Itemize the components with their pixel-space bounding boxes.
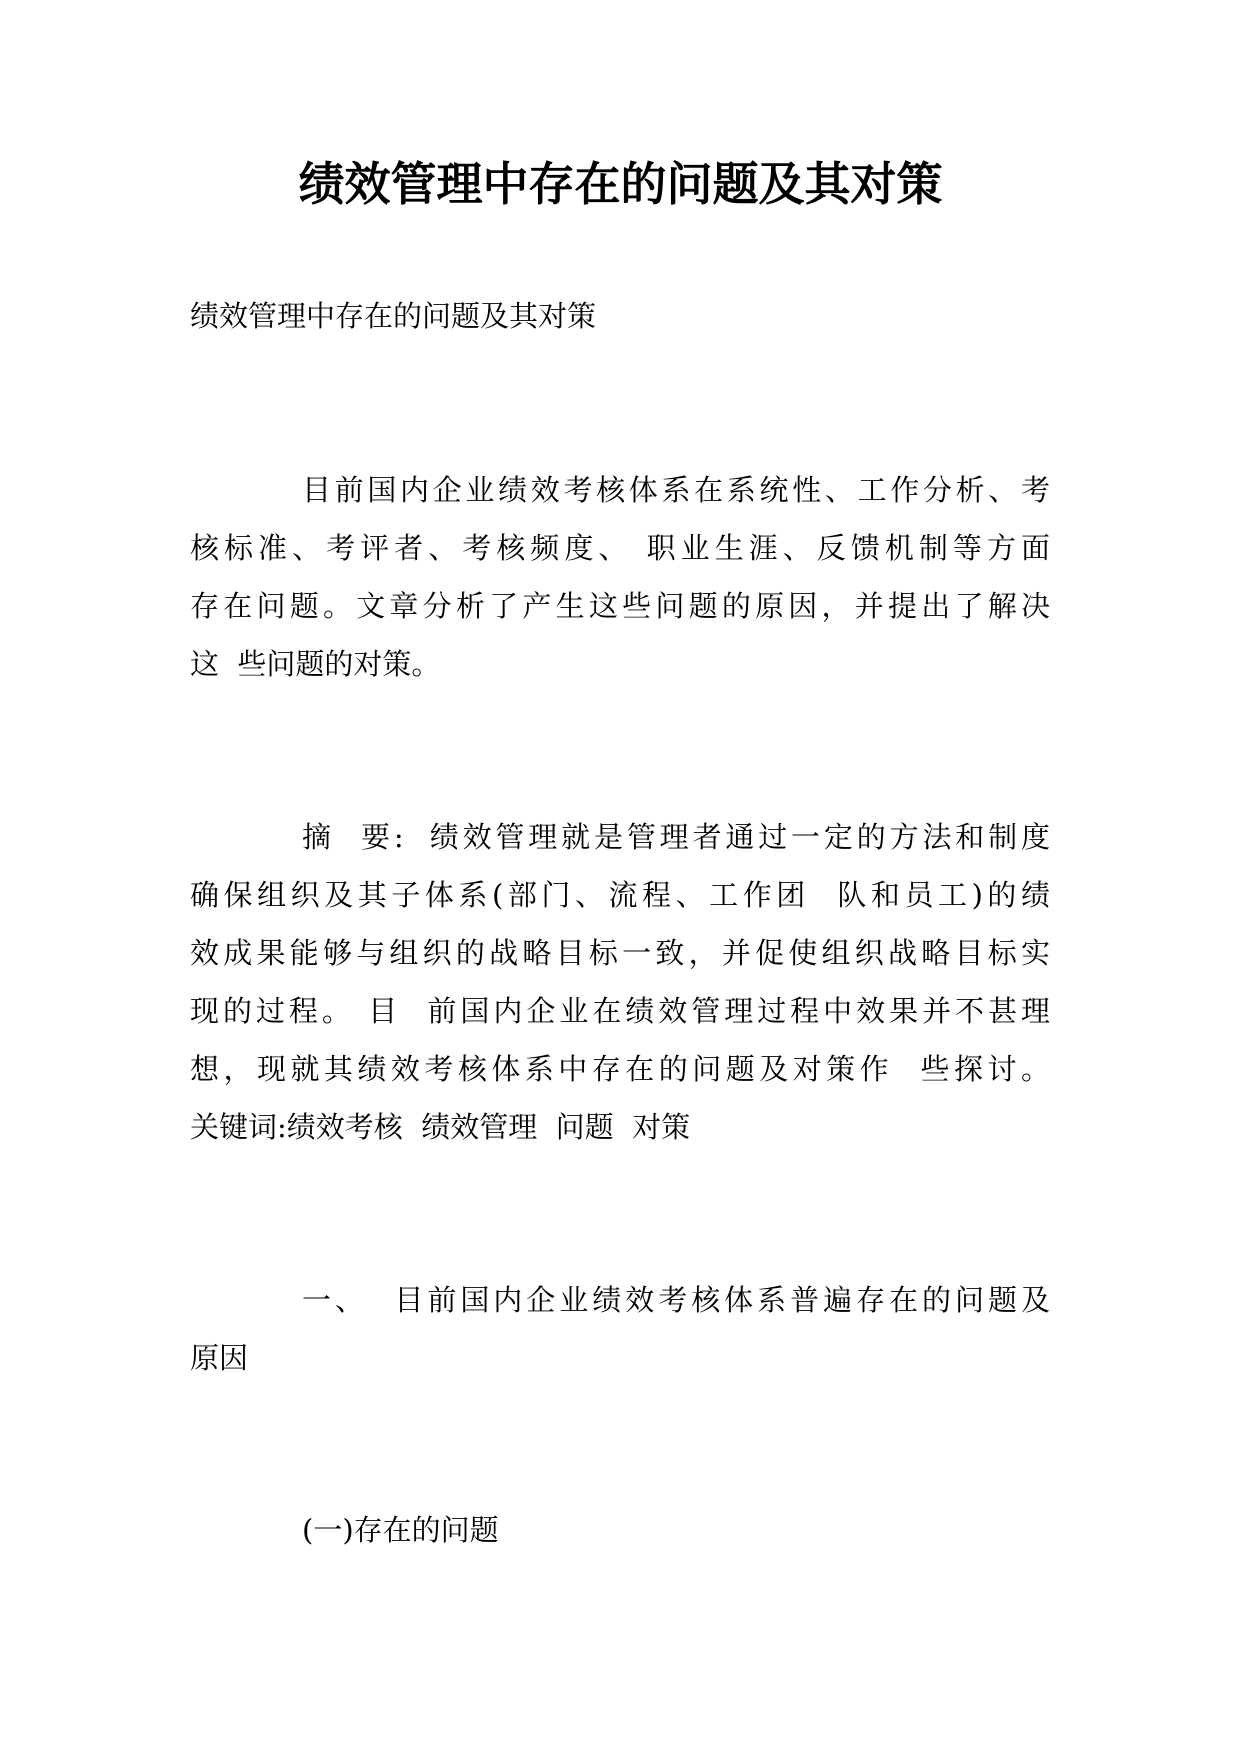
keywords-line: 关键词:绩效考核 绩效管理 问题 对策 (190, 1110, 691, 1144)
document-subtitle (190, 287, 1050, 345)
subsection-one-heading (190, 1501, 1050, 1559)
abstract-line-3: 效成果能够与组织的战略目标一致，并促使组织战略目标实 (190, 936, 1050, 970)
abstract-paragraph (190, 808, 1050, 1156)
intro-line-1: 目前国内企业绩效考核体系在系统性、工作分析、考 (302, 473, 1050, 507)
subsection-one-text: (一)存在的问题 (302, 1513, 499, 1547)
abstract-line-1: 摘 要: 绩效管理就是管理者通过一定的方法和制度 (302, 820, 1050, 854)
intro-line-2: 核标准、考评者、考核频度、 职业生涯、反馈机制等方面 (190, 531, 1050, 565)
section-one-line-1: 一、 目前国内企业绩效考核体系普遍存在的问题及 (302, 1283, 1050, 1317)
subtitle-text: 绩效管理中存在的问题及其对策 (190, 299, 597, 333)
abstract-line-2: 确保组织及其子体系(部门、流程、工作团 队和员工)的绩 (190, 878, 1050, 912)
document-title: 绩效管理中存在的问题及其对策 (298, 157, 943, 211)
section-one-line-2: 原因 (190, 1341, 249, 1375)
section-one-heading (190, 1271, 1050, 1387)
intro-line-4: 这 些问题的对策。 (190, 647, 441, 681)
intro-line-3: 存在问题。文章分析了产生这些问题的原因，并提出了解决 (190, 589, 1050, 623)
abstract-line-4: 现的过程。 目 前国内企业在绩效管理过程中效果并不甚理 (190, 994, 1050, 1028)
abstract-line-5: 想，现就其绩效考核体系中存在的问题及对策作 些探讨。 (190, 1052, 1050, 1086)
intro-paragraph (190, 461, 1050, 693)
